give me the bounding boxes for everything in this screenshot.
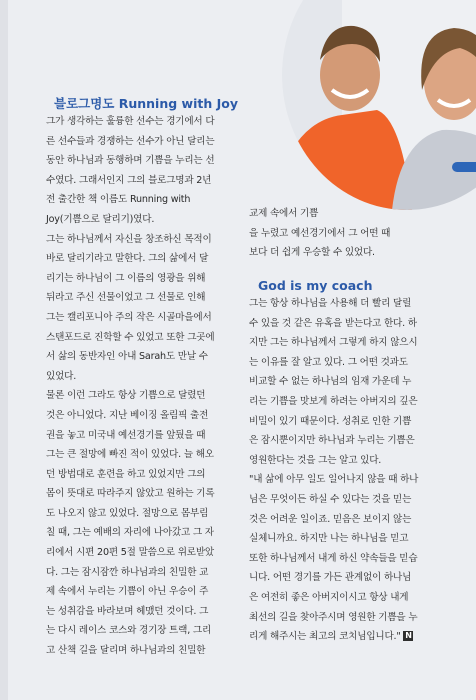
text-line: 리기는 하나님이 그 이름의 영광을 위해 bbox=[46, 272, 206, 284]
text-line: 비밀이 있기 때문이다. 성취로 인한 기쁨 bbox=[249, 415, 412, 427]
text-line-final: 리게 해주시는 최고의 코치님입니다." bbox=[249, 631, 401, 643]
text-line: 동안 하나님과 동행하며 기쁨을 누리는 선 bbox=[46, 155, 215, 167]
text-line: 은 잠시뿐이지만 하나님과 누리는 기쁨은 bbox=[249, 435, 415, 447]
text-line: 실체니까요. 하지만 나는 하나님을 믿고 bbox=[249, 533, 409, 545]
text-line: 수 있을 것 같은 유혹을 받는다고 한다. 하 bbox=[249, 317, 417, 329]
section-heading-running-with-joy: 블로그명도 Running with Joy bbox=[54, 96, 238, 111]
text-line: 서 삶의 동반자인 아내 Sarah도 만날 수 bbox=[46, 351, 208, 363]
text-line: 교제 속에서 기쁨 bbox=[249, 208, 319, 219]
text-line: 님은 무엇이든 하실 수 있다는 것을 믿는 bbox=[249, 493, 412, 505]
page-edge bbox=[0, 0, 8, 700]
section-heading-god-is-my-coach: God is my coach bbox=[258, 278, 373, 293]
text-line: 보다 더 쉽게 우승할 수 있었다. bbox=[249, 247, 375, 259]
text-line: 것은 아니었다. 지난 베이징 올림픽 출전 bbox=[46, 409, 209, 421]
text-line: 영원한다는 것을 그는 알고 있다. bbox=[249, 454, 382, 466]
text-line: 는 이유를 잘 알고 있다. 그 어떤 것과도 bbox=[249, 356, 408, 368]
text-line: 은 여전히 좋은 아버지이시고 항상 내게 bbox=[249, 591, 409, 603]
text-line: 그는 큰 절망에 빠진 적이 있었다. 늘 해오 bbox=[46, 449, 214, 461]
text-line: 른 선수들과 경쟁하는 선수가 아닌 달리는 bbox=[46, 135, 215, 147]
text-line: 물론 이런 그라도 항상 기쁨으로 달렸던 bbox=[46, 390, 206, 402]
text-line bbox=[249, 627, 445, 647]
right-column-top bbox=[249, 204, 445, 263]
text-line: 있었다. bbox=[46, 370, 77, 382]
text-line: 그는 캘리포니아 주의 작은 시골마을에서 bbox=[46, 311, 212, 323]
text-line: 바로 달리기라고 말한다. 그의 삶에서 달 bbox=[46, 253, 209, 265]
text-line: 는 성취감을 바라보며 헤맸던 것이다. 그 bbox=[46, 605, 209, 617]
text-line: 그가 생각하는 훌륭한 선수는 경기에서 다 bbox=[46, 116, 215, 127]
text-line: 뒤라고 주신 선물이었고 그 선물로 인해 bbox=[46, 292, 206, 304]
text-line: 다. 그는 잠시잠깐 하나님과의 친밀한 교 bbox=[46, 566, 209, 578]
text-line: 칠 때, 그는 예배의 자리에 나아갔고 그 자 bbox=[46, 527, 214, 539]
text-line: 또한 하나님께서 내게 하신 약속들을 믿습 bbox=[249, 552, 418, 564]
text-line: 전 출간한 책 이름도 Running with bbox=[46, 194, 191, 206]
text-line: 그는 항상 하나님을 사용해 더 빨리 달릴 bbox=[249, 298, 412, 309]
text-line: 제 속에서 누리는 기쁨이 아닌 우승이 주 bbox=[46, 586, 209, 598]
text-line: 수였다. 그래서인지 그의 블로그명과 2년 bbox=[46, 174, 212, 186]
text-line: 는 다시 레이스 코스와 경기장 트랙, 그리 bbox=[46, 625, 212, 637]
text-line: 리에서 시편 20편 5절 말씀으로 위로받았 bbox=[46, 547, 214, 559]
text-line: 것은 어려운 일이죠. 믿음은 보이지 않는 bbox=[249, 513, 412, 525]
left-column bbox=[46, 112, 244, 661]
text-line: 고 산책 길을 달리며 하나님과의 친밀한 bbox=[46, 645, 206, 657]
text-line: 을 누렸고 예선경기에서 그 어떤 때 bbox=[249, 227, 391, 239]
right-column-bottom bbox=[249, 294, 445, 647]
text-line: 지만 그는 하나님께서 그렇게 하지 않으시 bbox=[249, 337, 418, 349]
runner-couple-photo bbox=[282, 0, 476, 210]
text-line: "내 삶에 아무 일도 일어나지 않을 때 하나 bbox=[249, 474, 419, 486]
text-line: 도 나오지 않고 있었다. 절망으로 몸부림 bbox=[46, 507, 209, 519]
end-mark-icon: N bbox=[405, 631, 412, 641]
text-line: Joy(기쁨으로 달리기)였다. bbox=[46, 213, 155, 225]
text-line: 몸이 뜻대로 따라주지 않았고 원하는 기록 bbox=[46, 488, 215, 500]
text-line: 비교할 수 없는 하나님의 임재 가운데 누 bbox=[249, 376, 412, 388]
text-line: 권을 놓고 미국내 예선경기를 앞뒀을 때 bbox=[46, 429, 206, 441]
text-line: 던 방법대로 훈련을 하고 있었지만 그의 bbox=[46, 468, 206, 480]
text-line: 리는 기쁨을 맛보게 하려는 아버지의 깊은 bbox=[249, 395, 418, 407]
text-line: 스탠포드로 진학할 수 있었고 또한 그곳에 bbox=[46, 331, 215, 343]
text-line: 니다. 어떤 경기를 가든 관계없이 하나님 bbox=[249, 572, 412, 584]
text-line: 그는 하나님께서 자신을 창조하신 목적이 bbox=[46, 233, 212, 245]
text-line: 최선의 길을 찾아주시며 영원한 기쁨을 누 bbox=[249, 611, 418, 623]
